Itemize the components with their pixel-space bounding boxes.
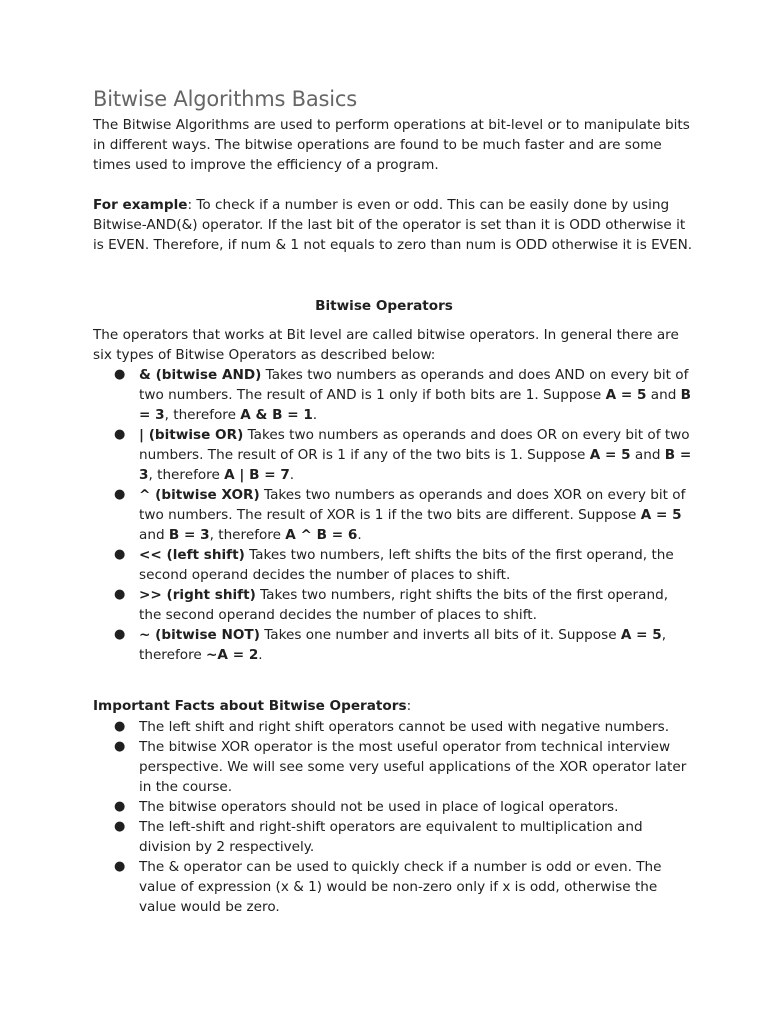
op-b: B = 3 bbox=[168, 527, 210, 543]
list-item-xor bbox=[93, 485, 693, 545]
op-therefore: , therefore bbox=[139, 627, 667, 663]
op-result: A ^ B = 6 bbox=[285, 527, 358, 543]
bullet-icon: ● bbox=[114, 367, 126, 382]
facts-heading-colon: : bbox=[406, 698, 412, 714]
facts-heading bbox=[93, 696, 693, 716]
op-b: B = 3 bbox=[139, 447, 692, 483]
op-desc: Takes one number and inverts all bits of it. Suppose bbox=[259, 627, 621, 643]
list-item-right-shift bbox=[93, 585, 693, 625]
op-end: . bbox=[258, 647, 263, 663]
list-item bbox=[93, 717, 693, 737]
op-result: A & B = 1 bbox=[240, 407, 313, 423]
op-name: & (bitwise AND) bbox=[139, 367, 262, 383]
op-end: . bbox=[289, 467, 295, 483]
op-and: and bbox=[139, 527, 169, 543]
op-a: A = 5 bbox=[605, 387, 647, 403]
list-item-not bbox=[93, 625, 693, 665]
bullet-icon: ● bbox=[114, 427, 126, 442]
bullet-icon: ● bbox=[114, 859, 126, 874]
op-and: and bbox=[630, 447, 665, 463]
bullet-icon: ● bbox=[114, 719, 126, 734]
op-therefore: , therefore bbox=[209, 527, 286, 543]
fact-text: The bitwise XOR operator is the most useful operator from technical interview perspective. We will see some very useful applications of the XOR operator later in the course. bbox=[139, 739, 687, 795]
facts-list bbox=[93, 717, 693, 917]
op-a: A = 5 bbox=[640, 507, 682, 523]
op-a: A = 5 bbox=[589, 447, 631, 463]
bullet-icon: ● bbox=[114, 799, 126, 814]
fact-text: The bitwise operators should not be used in place of logical operators. bbox=[139, 799, 619, 815]
op-and: and bbox=[646, 387, 681, 403]
op-a: A = 5 bbox=[620, 627, 662, 643]
bullet-icon: ● bbox=[114, 739, 126, 754]
op-name: | (bitwise OR) bbox=[139, 427, 244, 443]
bullet-icon: ● bbox=[114, 487, 126, 502]
example-text: : To check if a number is even or odd. This can be easily done by using Bitwise-AND(&) operator. If the last bit of the operator is set than it is ODD otherwise it is EVEN. Therefore, if num & 1 not equals to zero than num is ODD otherwise it is EVEN. bbox=[93, 197, 693, 253]
operators-heading: Bitwise Operators bbox=[315, 298, 453, 314]
op-name: ^ (bitwise XOR) bbox=[139, 487, 260, 503]
op-result: ~A = 2 bbox=[206, 647, 259, 663]
op-name: ~ (bitwise NOT) bbox=[139, 627, 260, 643]
op-desc: Takes two numbers as operands and does XOR on every bit of two numbers. The result of XOR is 1 if the two bits are different. Suppose bbox=[139, 487, 686, 523]
fact-text: The left shift and right shift operators cannot be used with negative numbers. bbox=[139, 719, 670, 735]
op-b: B = 3 bbox=[139, 387, 692, 423]
op-desc: Takes two numbers, left shifts the bits of the first operand, the second operand decides the number of places to shift. bbox=[139, 547, 674, 583]
operators-list bbox=[93, 365, 693, 665]
bullet-icon: ● bbox=[114, 547, 126, 562]
op-therefore: , therefore bbox=[148, 467, 225, 483]
list-item bbox=[93, 817, 693, 857]
bullet-icon: ● bbox=[114, 587, 126, 602]
list-item bbox=[93, 797, 693, 817]
list-item-left-shift bbox=[93, 545, 693, 585]
op-name: >> (right shift) bbox=[139, 587, 256, 603]
op-end: . bbox=[357, 527, 362, 543]
bullet-icon: ● bbox=[114, 627, 126, 642]
list-item bbox=[93, 737, 693, 797]
list-item bbox=[93, 857, 693, 917]
example-paragraph bbox=[93, 195, 693, 255]
op-desc: Takes two numbers, right shifts the bits of the first operand, the second operand decides the number of places to shift. bbox=[139, 587, 669, 623]
operators-intro: The operators that works at Bit level are called bitwise operators. In general there are six types of Bitwise Operators as described below: bbox=[93, 327, 679, 363]
op-therefore: , therefore bbox=[164, 407, 241, 423]
op-end: . bbox=[312, 407, 318, 423]
fact-text: The & operator can be used to quickly check if a number is odd or even. The value of expression (x & 1) would be non-zero only if x is odd, otherwise the value would be zero. bbox=[139, 859, 662, 915]
op-desc: Takes two numbers as operands and does AND on every bit of two numbers. The result of AND is 1 only if both bits are 1. Suppose bbox=[139, 367, 689, 403]
list-item-or bbox=[93, 425, 693, 485]
facts-heading-label: Important Facts about Bitwise Operators bbox=[93, 698, 407, 714]
op-desc: Takes two numbers as operands and does OR on every bit of two numbers. The result of OR is 1 if any of the two bits is 1. Suppose bbox=[139, 427, 690, 463]
list-item-and bbox=[93, 365, 693, 425]
page-title: Bitwise Algorithms Basics bbox=[93, 87, 358, 111]
fact-text: The left-shift and right-shift operators are equivalent to multiplication and division by 2 respectively. bbox=[139, 819, 643, 855]
bullet-icon: ● bbox=[114, 819, 126, 834]
op-result: A | B = 7 bbox=[224, 467, 290, 483]
example-label: For example bbox=[93, 197, 188, 213]
op-name: << (left shift) bbox=[139, 547, 245, 563]
intro-paragraph: The Bitwise Algorithms are used to perform operations at bit-level or to manipulate bits in different ways. The bitwise operations are found to be much faster and are some times used to improve the efficiency of a program. bbox=[93, 117, 690, 173]
